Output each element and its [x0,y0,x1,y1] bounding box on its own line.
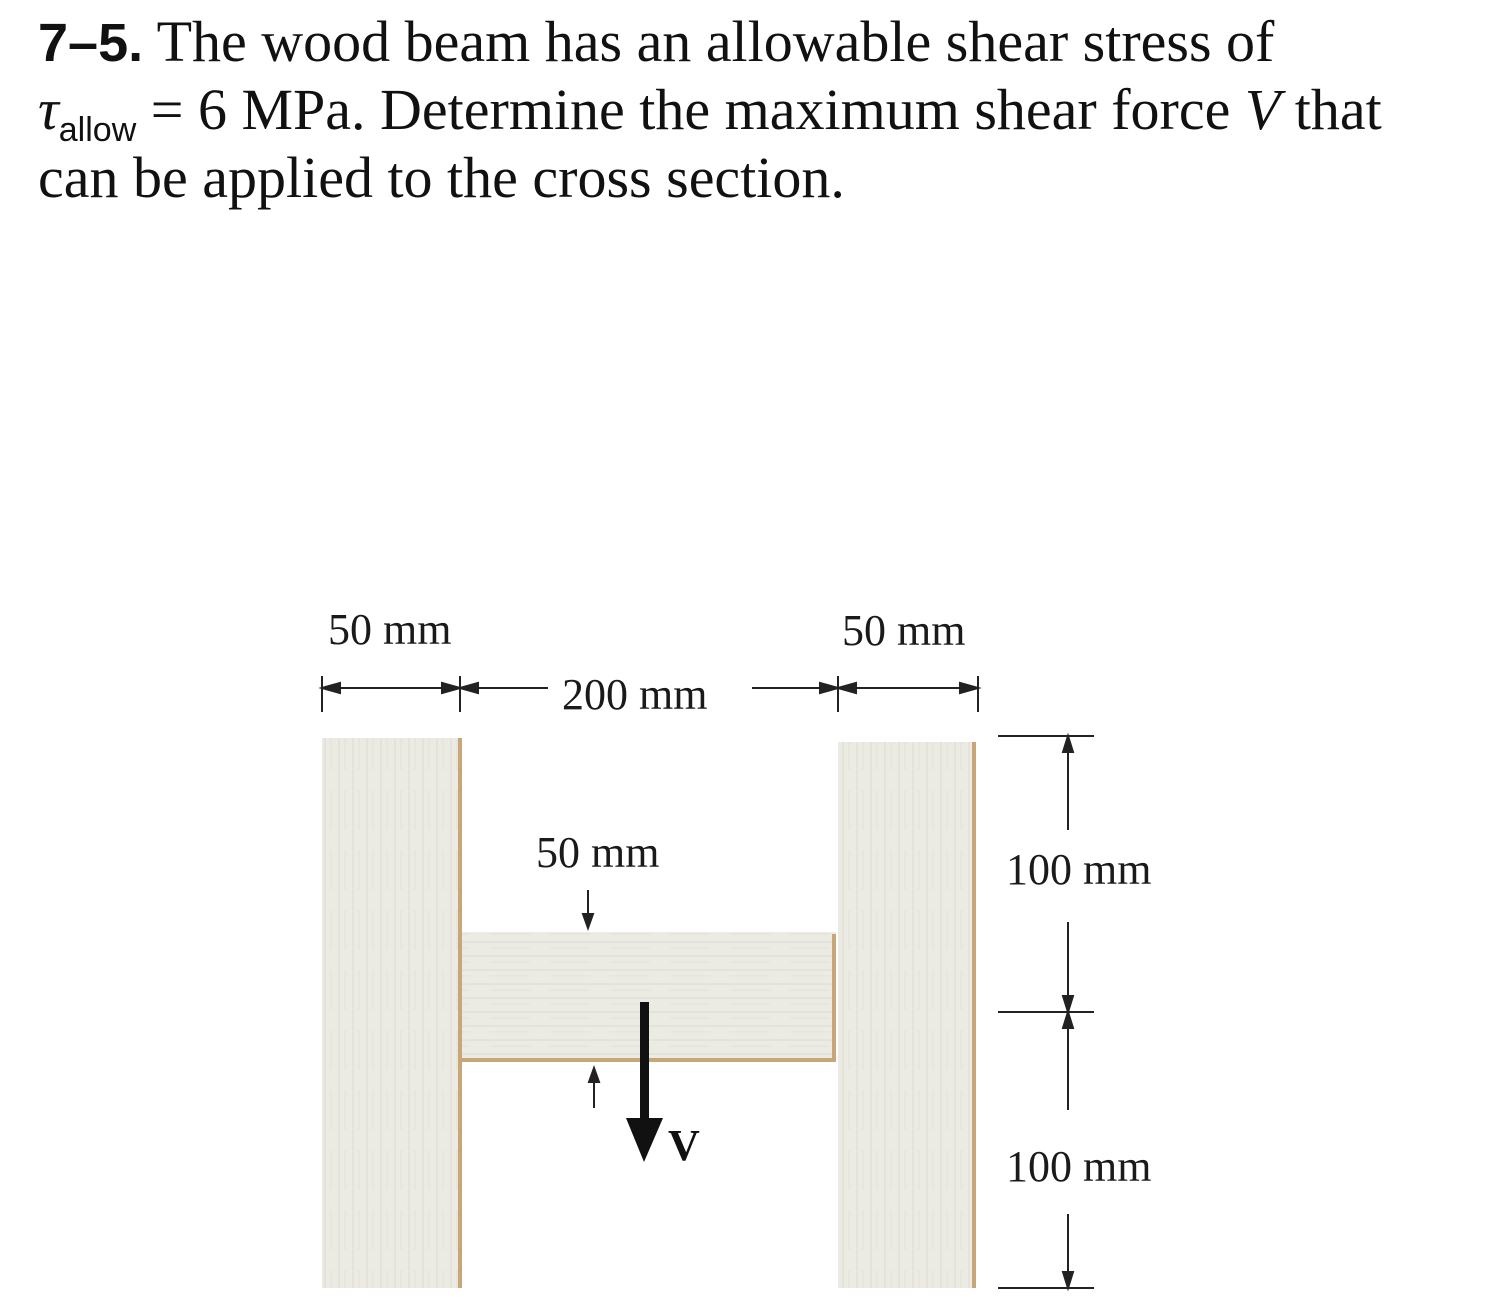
word: allowable [705,9,932,74]
right-dimension-line [998,736,1094,1288]
word: stress [1082,9,1212,74]
problem-number: 7–5. [38,13,144,73]
word: shear [945,9,1069,74]
word: wood [261,9,391,74]
word: beam [404,9,531,74]
word: The [156,9,247,74]
shear-force-label: V [668,1121,700,1170]
tau-subscript: allow [58,111,137,149]
dim-lower-height: 100 mm [1006,1142,1152,1191]
force-variable: V [1244,77,1281,142]
dim-left-flange-width: 50 mm [328,605,452,654]
problem-text-2b: that [1280,77,1382,142]
word: has [544,9,623,74]
right-flange [838,742,974,1288]
dim-web-length: 200 mm [562,670,708,719]
problem-line-3: can be applied to the cross section. [38,145,845,210]
word: of [1226,9,1275,74]
problem-text-2a: = 6 MPa. Determine the maximum shear force [136,77,1245,142]
dim-upper-height: 100 mm [1006,845,1152,894]
left-flange [322,738,460,1288]
word: an [636,9,692,74]
tau-symbol: τ [38,77,59,142]
dim-web-thickness: 50 mm [536,828,660,877]
dim-right-flange-width: 50 mm [842,606,966,655]
